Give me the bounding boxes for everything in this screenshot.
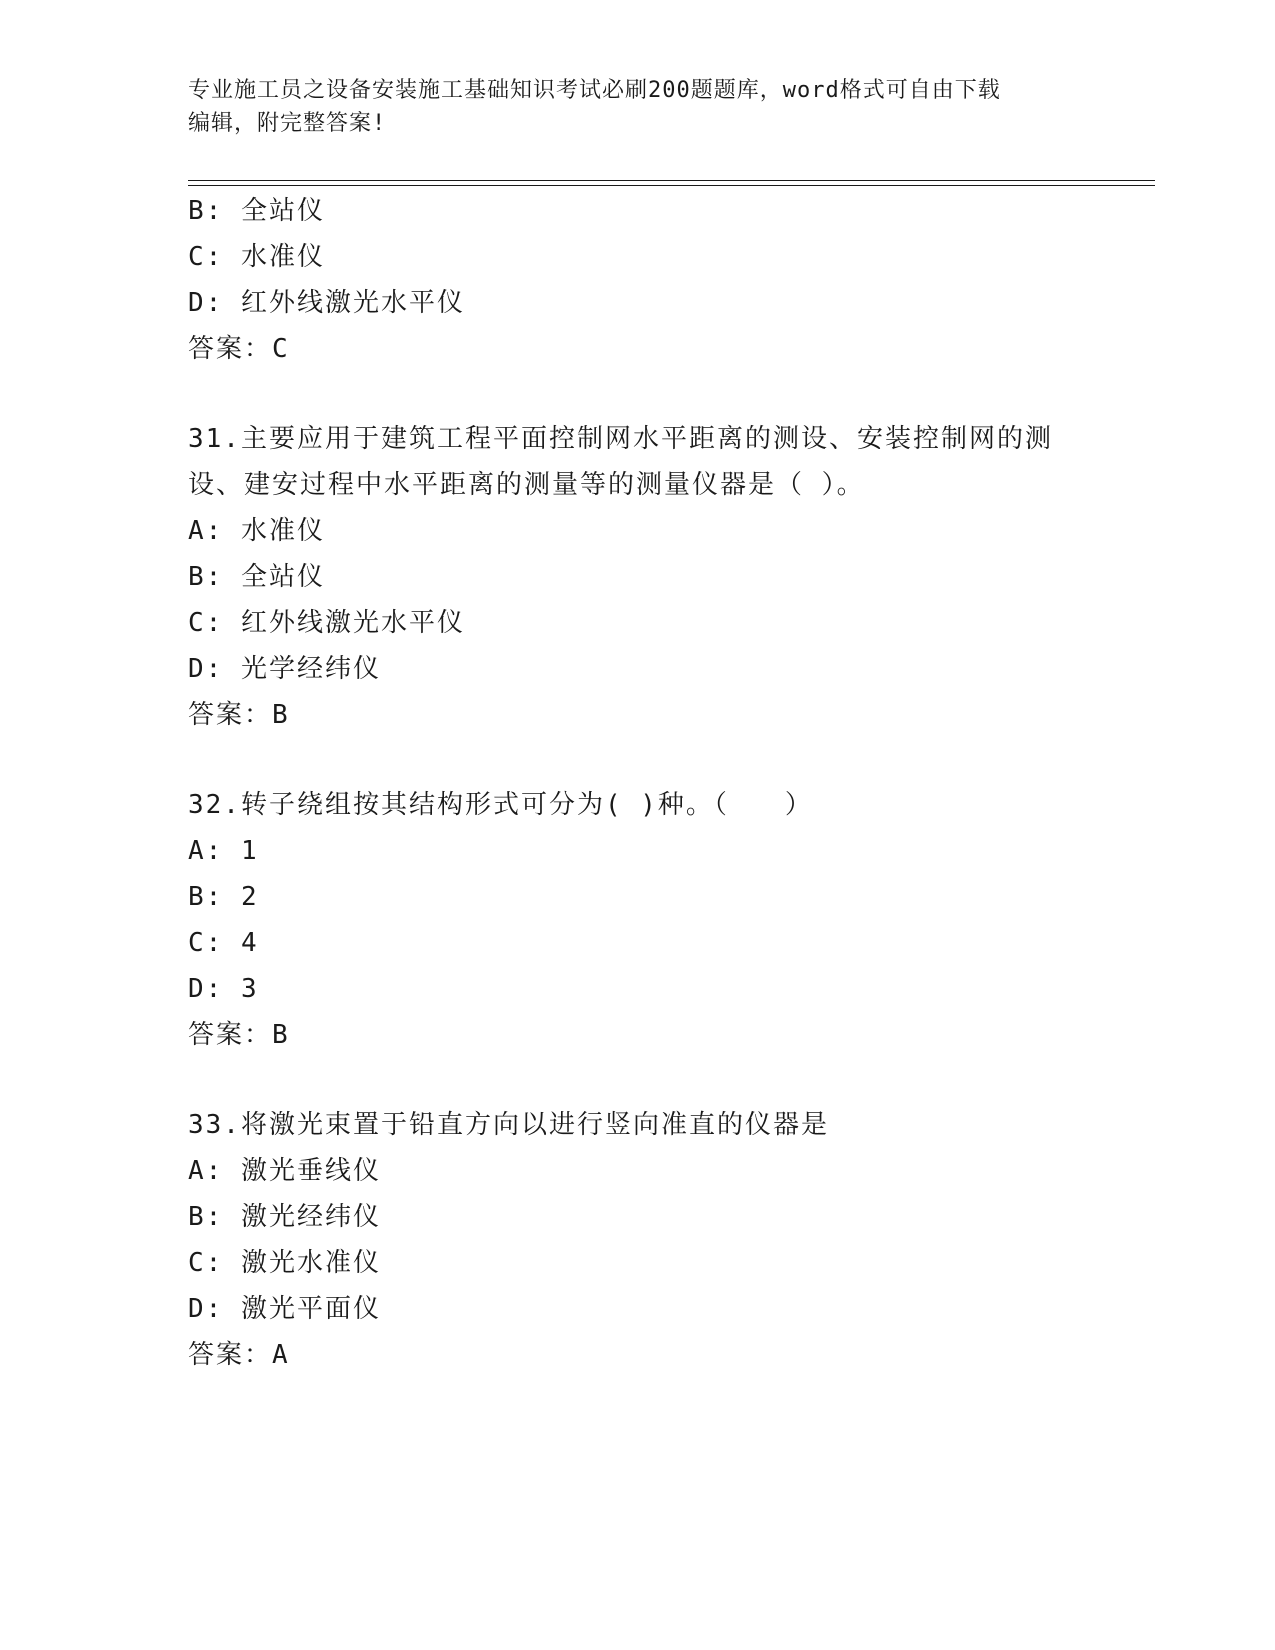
option-a: A: 水准仪 [188, 516, 325, 546]
option-a: A: 1 [188, 836, 259, 866]
option-b: B: 2 [188, 882, 259, 912]
option-b: B: 激光经纬仪 [188, 1202, 381, 1232]
header-title-line-1: 专业施工员之设备安装施工基础知识考试必刷200题题库，word格式可自由下载 [188, 78, 1001, 103]
header-title-line-2: 编辑，附完整答案! [188, 111, 387, 136]
question-33: 33.将激光束置于铅直方向以进行竖向准直的仪器是 [188, 1110, 829, 1140]
header-divider-top [188, 180, 1155, 181]
document-body [188, 188, 1088, 1378]
answer: 答案：B [188, 1020, 290, 1050]
option-d: D: 激光平面仪 [188, 1294, 381, 1324]
option-c: C: 4 [188, 928, 259, 958]
option-c: C: 红外线激光水平仪 [188, 608, 465, 638]
answer: 答案：C [188, 334, 290, 364]
option-c: C: 水准仪 [188, 242, 325, 272]
question-31-line-1: 31.主要应用于建筑工程平面控制网水平距离的测设、安装控制网的测 [188, 424, 1053, 454]
answer: 答案：A [188, 1340, 290, 1370]
question-32: 32.转子绕组按其结构形式可分为( )种。（ ） [188, 790, 813, 820]
option-d: D: 红外线激光水平仪 [188, 288, 465, 318]
option-d: D: 光学经纬仪 [188, 654, 381, 684]
document-header [188, 74, 1088, 140]
option-b: B: 全站仪 [188, 196, 325, 226]
option-d: D: 3 [188, 974, 259, 1004]
question-31-line-2: 设、建安过程中水平距离的测量等的测量仪器是（ ）。 [188, 470, 865, 500]
option-b: B: 全站仪 [188, 562, 325, 592]
option-a: A: 激光垂线仪 [188, 1156, 381, 1186]
header-divider-bottom [188, 185, 1155, 186]
question-31 [188, 416, 1088, 508]
option-c: C: 激光水准仪 [188, 1248, 381, 1278]
answer: 答案：B [188, 700, 290, 730]
